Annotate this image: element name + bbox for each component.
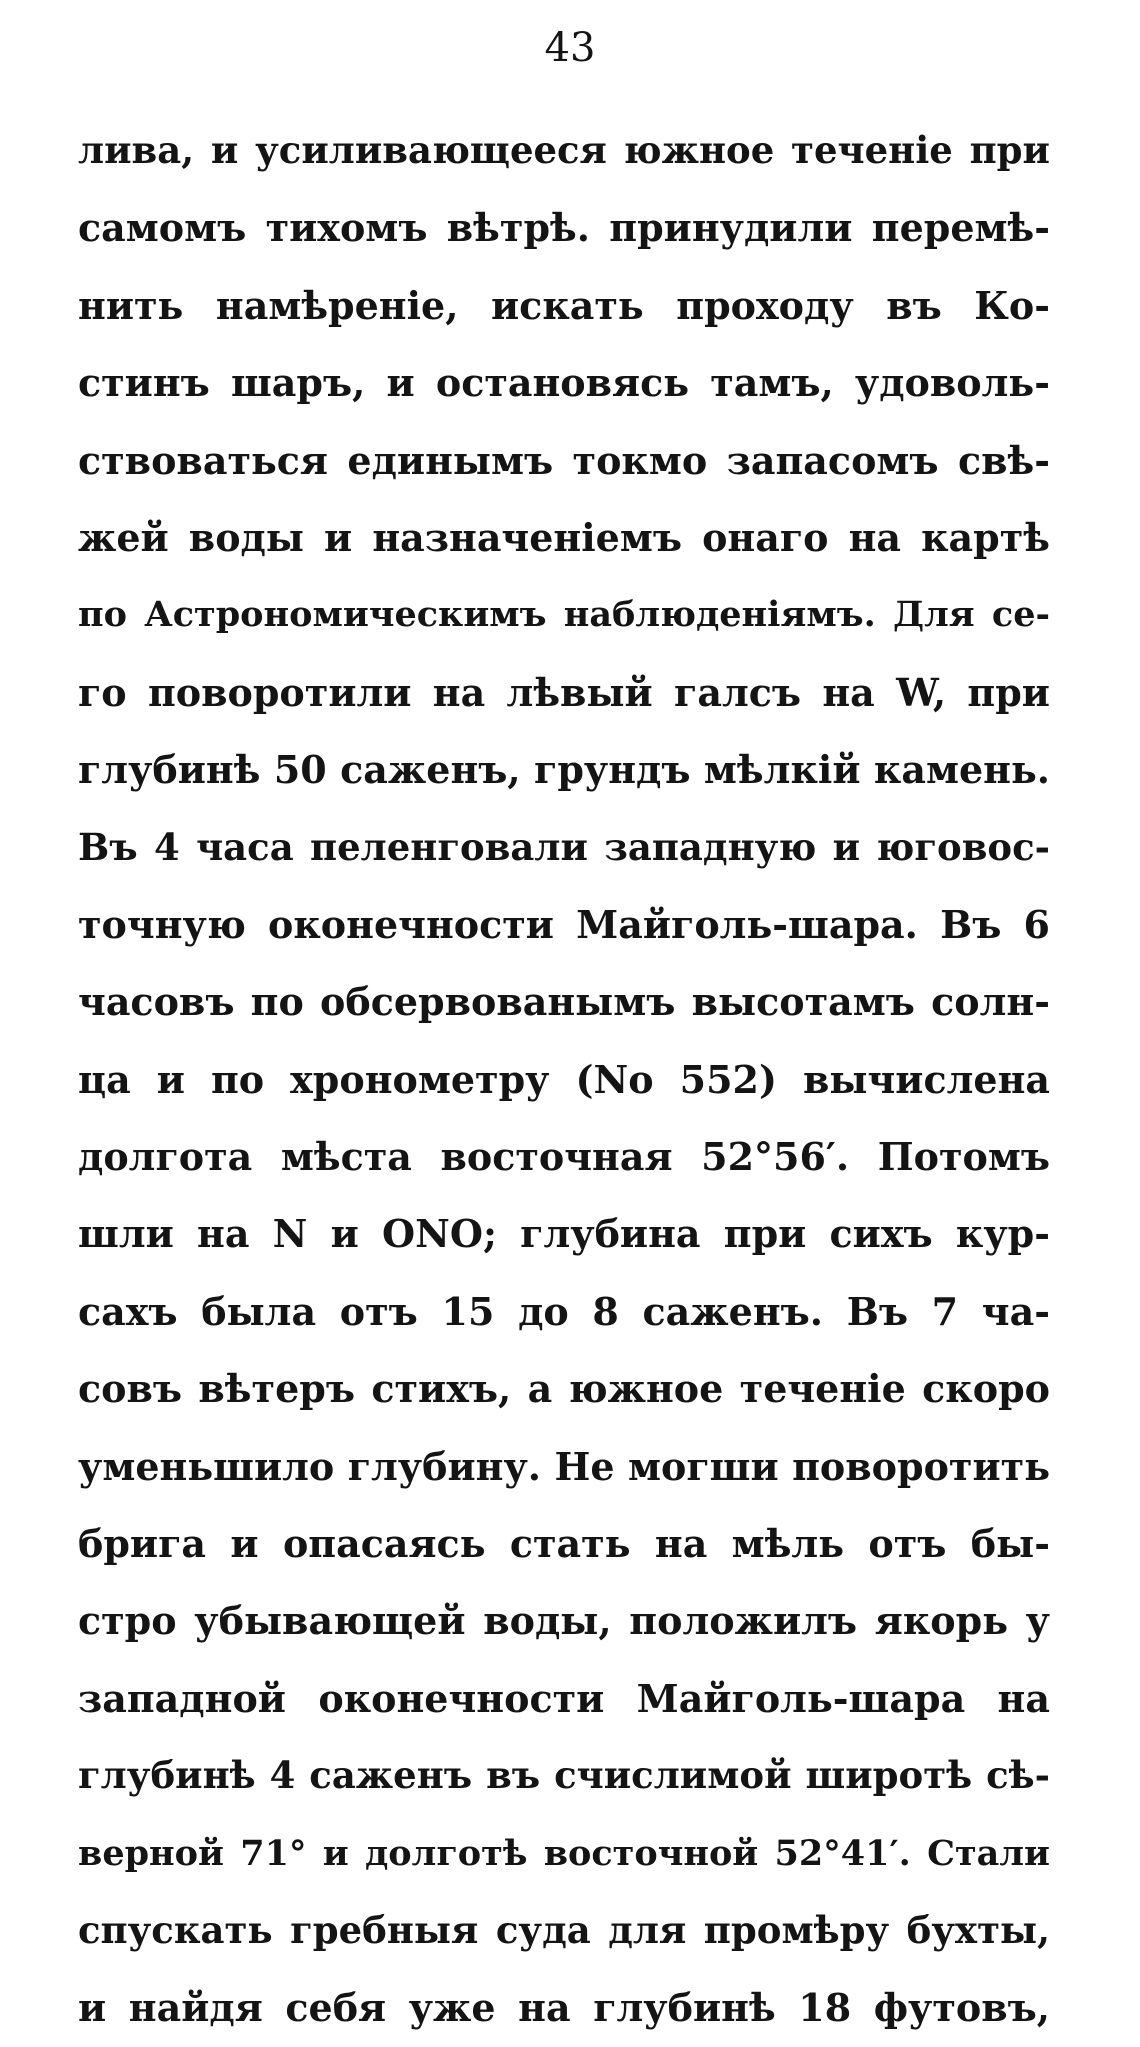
text-line: жей воды и назначеніемъ онаго на картѣ — [78, 514, 1050, 560]
text-line: самомъ тихомъ вѣтрѣ. принудили перемѣ- — [78, 205, 1050, 251]
text-line: долгота мѣста восточная 52°56′. Потомъ — [78, 1134, 1050, 1180]
text-line: западной оконечности Майголь-шара на — [78, 1675, 1050, 1721]
body-text — [78, 112, 1050, 2047]
text-line: по Астрономическимъ наблюденіямъ. Для се- — [78, 594, 1050, 636]
text-line: верной 71° и долготѣ восточной 52°41′. Стали — [78, 1832, 1050, 1874]
text-line: го поворотили на лѣвый галсъ на W, при — [78, 669, 1050, 715]
text-line: точную оконечности Майголь-шара. Въ 6 — [78, 901, 1050, 947]
text-line: часовъ по обсервованымъ высотамъ солн- — [78, 979, 1050, 1025]
text-line: глубинѣ 50 саженъ, грундъ мѣлкій камень. — [78, 747, 1050, 793]
text-line: Въ 4 часа пеленговали западную и юговос- — [78, 824, 1050, 869]
text-line: сахъ была отъ 15 до 8 саженъ. Въ 7 ча- — [78, 1288, 1050, 1334]
page-number: 43 — [544, 25, 596, 71]
text-line: лива, и усиливающееся южное теченіе при — [78, 128, 1050, 172]
text-line: и найдя себя уже на глубинѣ 18 футовъ, — [78, 1985, 1050, 2031]
text-line: ца и по хронометру (No 552) вычислена — [78, 1056, 1050, 1102]
text-line: брига и опасаясь стать на мѣль отъ бы- — [78, 1521, 1050, 1567]
text-line: стро убывающей воды, положилъ якорь у — [78, 1598, 1050, 1644]
text-line: стинъ шаръ, и остановясь тамъ, удоволь- — [78, 360, 1050, 406]
text-line: спускать гребныя суда для промѣру бухты, — [78, 1907, 1050, 1952]
text-line: совъ вѣтеръ стихъ, а южное теченіе скоро — [78, 1366, 1050, 1412]
text-line: нить намѣреніе, искать проходу въ Ко- — [78, 282, 1050, 328]
text-line: уменьшило глубину. Не могши поворотить — [78, 1443, 1050, 1489]
text-line: шли на N и ONO; глубина при сихъ кур- — [78, 1211, 1050, 1257]
text-line: глубинѣ 4 саженъ въ счислимой широтѣ сѣ- — [78, 1753, 1050, 1798]
text-line: ствоваться единымъ токмо запасомъ свѣ- — [78, 437, 1050, 483]
